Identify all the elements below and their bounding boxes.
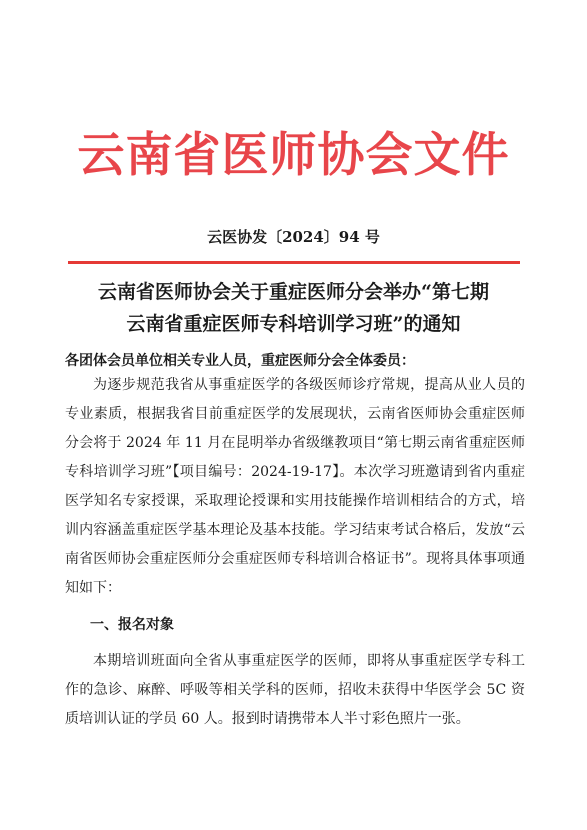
notice-title-line1: 云南省医师协会关于重症医师分会举办“第七期 [98,281,489,303]
org-header-title: 云南省医师协会文件 [77,128,510,183]
document-number: 云医协发〔2024〕94 号 [207,228,380,246]
notice-title-line2: 云南省重症医师专科培训学习班”的通知 [126,313,461,335]
notice-title [40,276,547,340]
section-heading-enrollment: 一、报名对象 [90,617,174,633]
salutation: 各团体会员单位相关专业人员，重症医师分会全体委员： [65,353,415,369]
body-paragraph-enrollment: 本期培训班面向全省从事重症医学的医师，即将从事重症医学专科工作的急诊、麻醉、呼吸等相关学科的医师，招收未获得中华医学会 5C 资质培训认证的学员 60 人。报到时请携带本人半寸彩色照片一张。 [65,653,525,727]
body-paragraph-intro: 为逐步规范我省从事重症医学的各级医师诊疗常规，提高从业人员的专业素质，根据我省目前重症医学的发展现状，云南省医师协会重症医师分会将于 2024 年 11 月在昆明举办省级继教项目“第七期云南省重症医师专科培训学习班”【项目编号：2024-19-17】。本次学习班邀请到省内重症医学知名专家授课，采取理论授课和实用技能操作培训相结合的方式，培训内容涵盖重症医学基本理论及基本技能。学习结束考试合格后，发放“云南省医师协会重症医师分会重症医师专科培训合格证书”。现将具体事项通知如下： [65,377,525,596]
red-divider-line [68,261,520,264]
